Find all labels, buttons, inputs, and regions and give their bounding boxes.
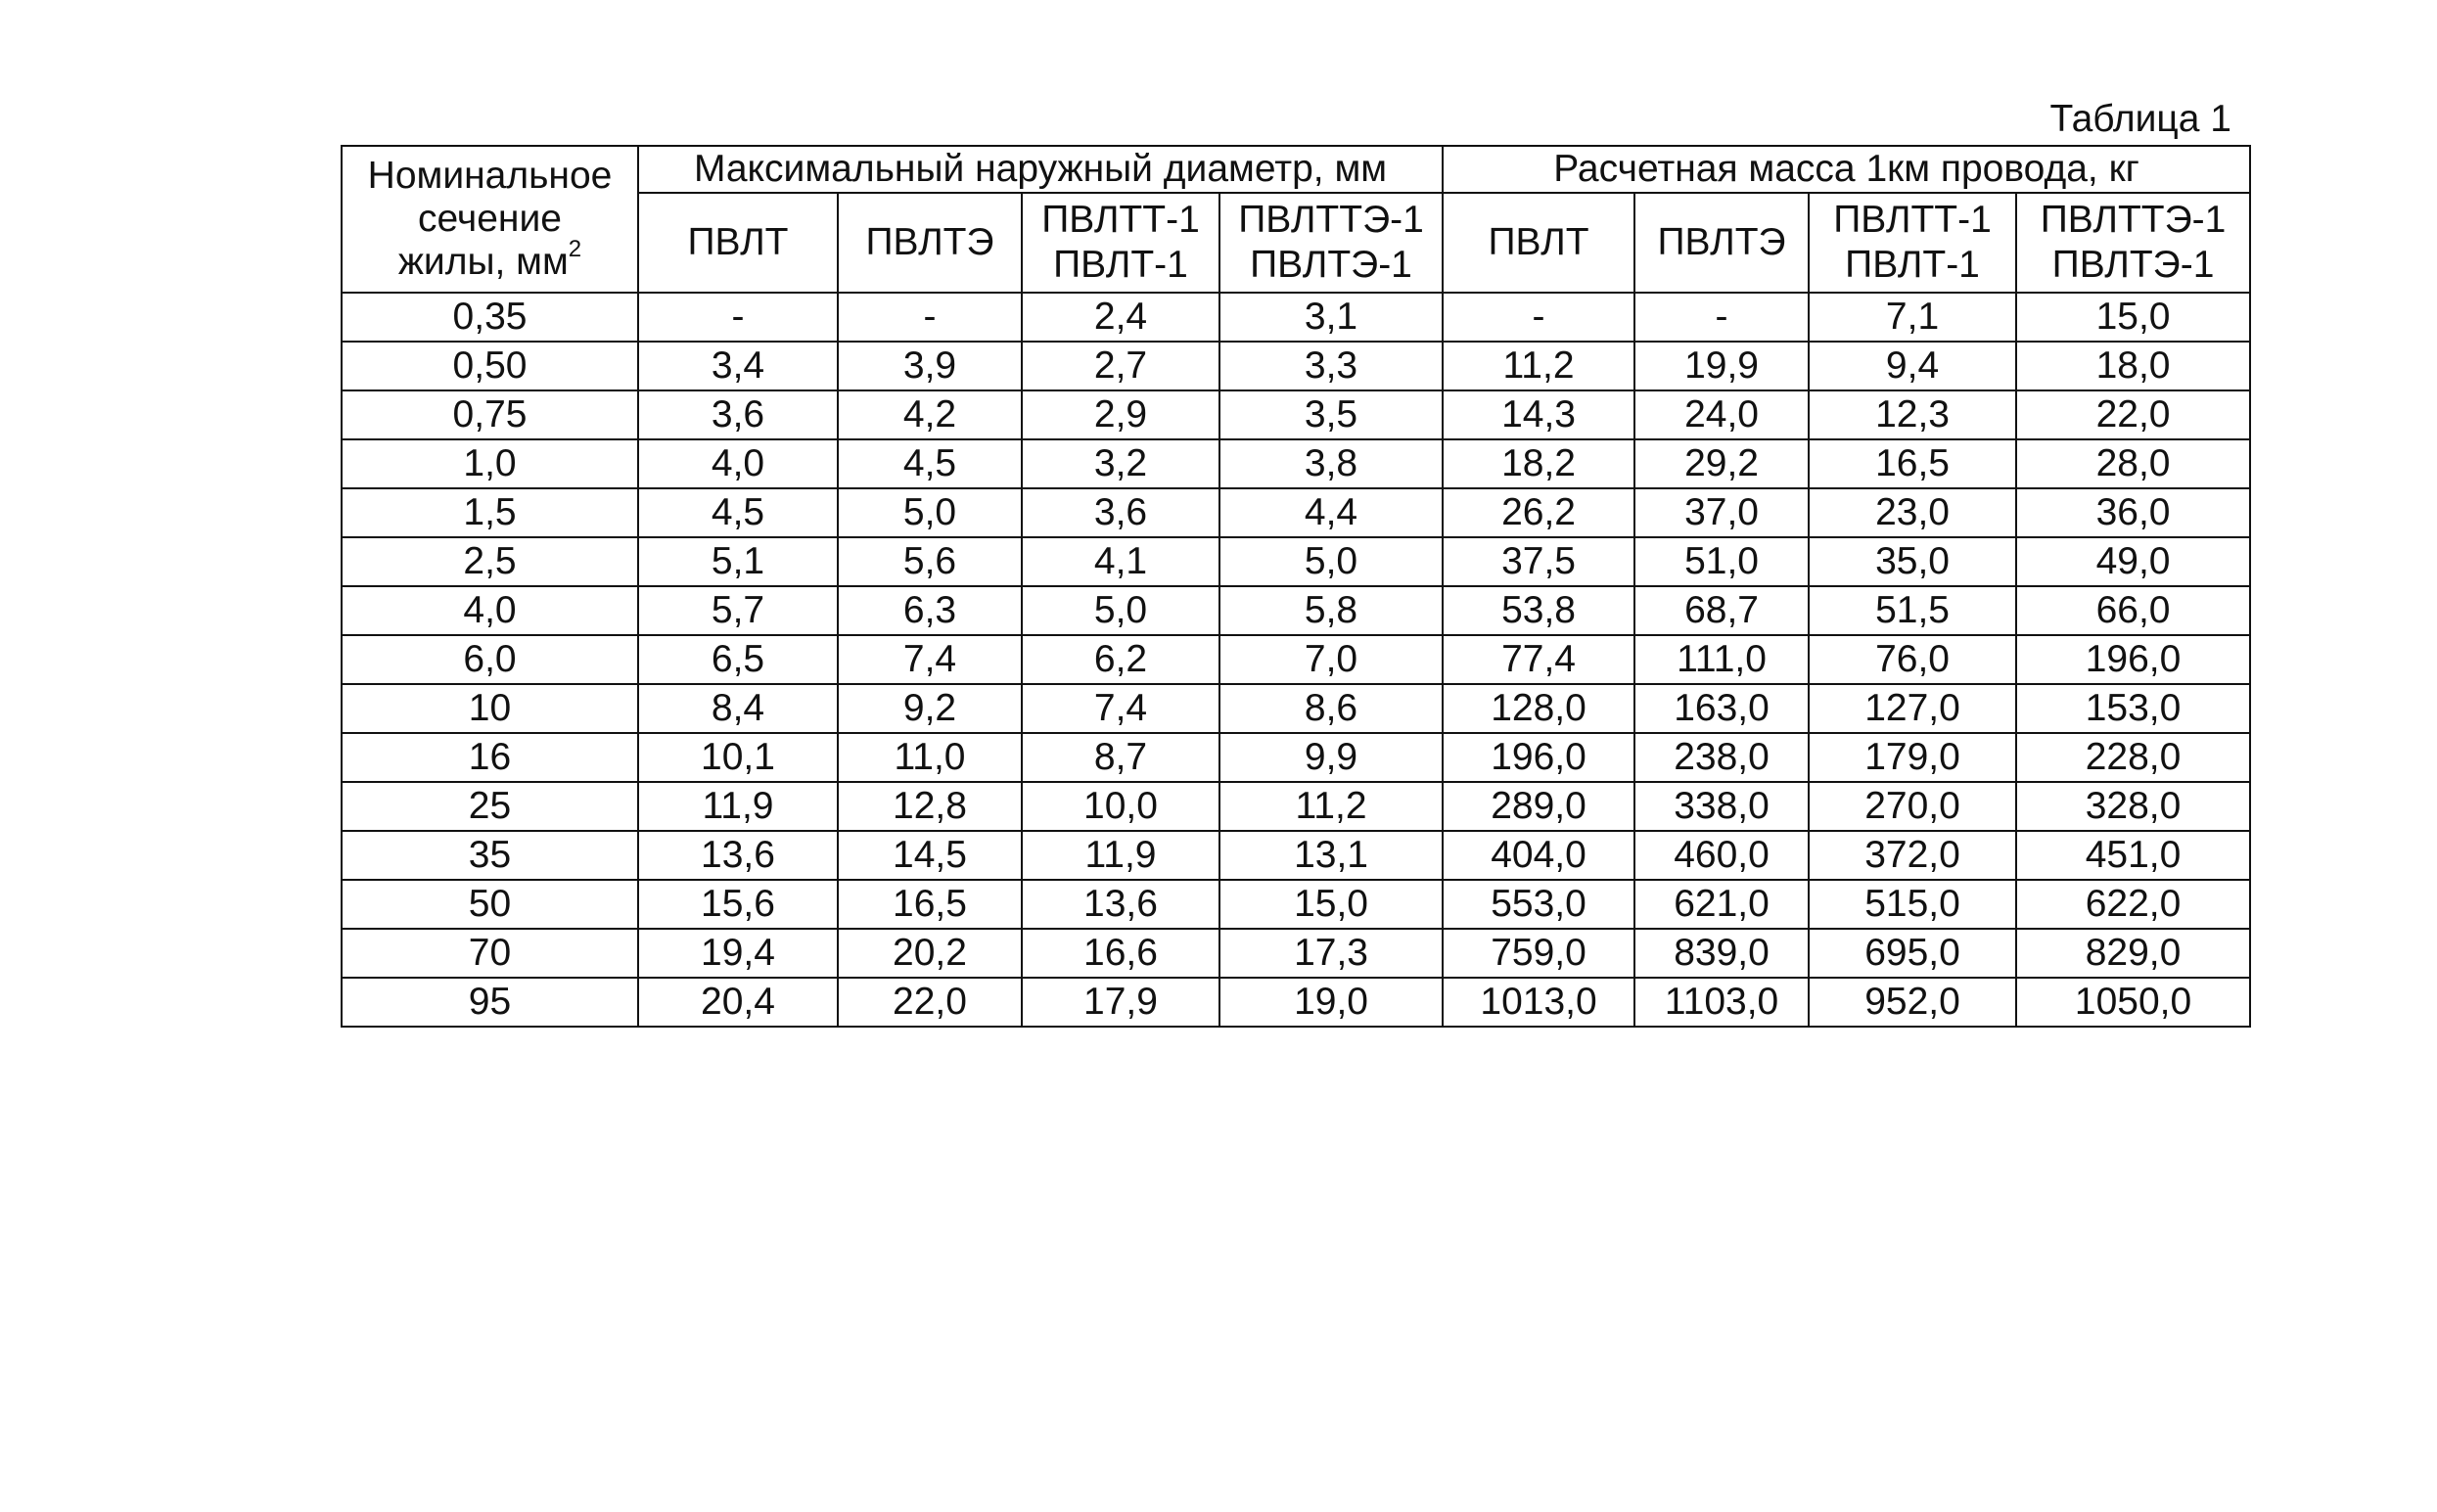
header-cross-section-unit: жилы, мм: [397, 241, 569, 283]
value-cell: 8,4: [638, 684, 838, 733]
table-header: [342, 146, 2250, 293]
value-cell: 4,4: [1219, 488, 1443, 537]
header-subcol-line1: ПВЛТТЭ-1: [1238, 199, 1424, 241]
value-cell: 372,0: [1809, 831, 2016, 880]
table-row: [342, 929, 2250, 978]
value-cell: 4,0: [638, 439, 838, 488]
table-row: [342, 488, 2250, 537]
value-cell: 10,1: [638, 733, 838, 782]
header-subcol-line2: ПВЛТЭ-1: [1250, 244, 1412, 286]
value-cell: 4,1: [1022, 537, 1219, 586]
value-cell: 51,0: [1634, 537, 1809, 586]
value-cell: 18,2: [1443, 439, 1634, 488]
table-row: [342, 733, 2250, 782]
value-cell: 1103,0: [1634, 978, 1809, 1027]
table-row: [342, 293, 2250, 342]
value-cell: 196,0: [1443, 733, 1634, 782]
table-row: [342, 684, 2250, 733]
value-cell: 839,0: [1634, 929, 1809, 978]
header-subcol-line1: ПВЛТ: [1488, 221, 1589, 263]
header-subcol: [2016, 193, 2250, 293]
value-cell: 3,2: [1022, 439, 1219, 488]
value-cell: 3,5: [1219, 390, 1443, 439]
cross-section-cell: 50: [342, 880, 638, 929]
value-cell: 238,0: [1634, 733, 1809, 782]
header-subcol-line1: ПВЛТТЭ-1: [2040, 199, 2227, 241]
value-cell: 228,0: [2016, 733, 2250, 782]
value-cell: 18,0: [2016, 342, 2250, 390]
value-cell: -: [838, 293, 1022, 342]
value-cell: 7,1: [1809, 293, 2016, 342]
cross-section-cell: 2,5: [342, 537, 638, 586]
value-cell: 37,0: [1634, 488, 1809, 537]
header-subcol-line1: ПВЛТ: [687, 221, 789, 263]
value-cell: 4,2: [838, 390, 1022, 439]
value-cell: 759,0: [1443, 929, 1634, 978]
value-cell: 128,0: [1443, 684, 1634, 733]
value-cell: 22,0: [838, 978, 1022, 1027]
value-cell: 15,0: [1219, 880, 1443, 929]
value-cell: -: [638, 293, 838, 342]
value-cell: 2,7: [1022, 342, 1219, 390]
header-cross-section-sup: 2: [568, 236, 582, 262]
header-subcol-line1: ПВЛТТ-1: [1833, 199, 1992, 241]
table-row: [342, 831, 2250, 880]
value-cell: 11,9: [638, 782, 838, 831]
cross-section-cell: 4,0: [342, 586, 638, 635]
cross-section-cell: 70: [342, 929, 638, 978]
value-cell: 28,0: [2016, 439, 2250, 488]
value-cell: 622,0: [2016, 880, 2250, 929]
value-cell: -: [1443, 293, 1634, 342]
value-cell: 23,0: [1809, 488, 2016, 537]
table-row: [342, 390, 2250, 439]
value-cell: 829,0: [2016, 929, 2250, 978]
cross-section-cell: 35: [342, 831, 638, 880]
value-cell: 4,5: [838, 439, 1022, 488]
table-row: [342, 635, 2250, 684]
value-cell: 1050,0: [2016, 978, 2250, 1027]
table-row: [342, 586, 2250, 635]
value-cell: 14,5: [838, 831, 1022, 880]
table-row: [342, 342, 2250, 390]
value-cell: 11,0: [838, 733, 1022, 782]
header-subcol: [838, 193, 1022, 293]
value-cell: 5,8: [1219, 586, 1443, 635]
value-cell: 7,4: [1022, 684, 1219, 733]
value-cell: 111,0: [1634, 635, 1809, 684]
value-cell: 2,9: [1022, 390, 1219, 439]
value-cell: 3,3: [1219, 342, 1443, 390]
header-cross-section-line3: [343, 236, 637, 284]
value-cell: 2,4: [1022, 293, 1219, 342]
cross-section-cell: 0,35: [342, 293, 638, 342]
cross-section-cell: 25: [342, 782, 638, 831]
value-cell: 19,4: [638, 929, 838, 978]
value-cell: 20,2: [838, 929, 1022, 978]
value-cell: 451,0: [2016, 831, 2250, 880]
header-subcol: [638, 193, 838, 293]
value-cell: 515,0: [1809, 880, 2016, 929]
value-cell: 5,1: [638, 537, 838, 586]
value-cell: 7,0: [1219, 635, 1443, 684]
value-cell: 5,0: [1022, 586, 1219, 635]
value-cell: 163,0: [1634, 684, 1809, 733]
header-subcol-line1: ПВЛТТ-1: [1041, 199, 1200, 241]
value-cell: 19,9: [1634, 342, 1809, 390]
value-cell: 270,0: [1809, 782, 2016, 831]
header-cross-section: [342, 146, 638, 293]
cross-section-cell: 10: [342, 684, 638, 733]
cross-section-cell: 95: [342, 978, 638, 1027]
value-cell: 36,0: [2016, 488, 2250, 537]
value-cell: 49,0: [2016, 537, 2250, 586]
value-cell: 460,0: [1634, 831, 1809, 880]
value-cell: 20,4: [638, 978, 838, 1027]
value-cell: 3,6: [1022, 488, 1219, 537]
value-cell: 8,7: [1022, 733, 1219, 782]
header-cross-section-line2: сечение: [418, 198, 562, 240]
value-cell: 12,3: [1809, 390, 2016, 439]
value-cell: 24,0: [1634, 390, 1809, 439]
header-subcol-line2: ПВЛТЭ-1: [2051, 244, 2215, 286]
value-cell: 5,7: [638, 586, 838, 635]
header-subcol-line1: ПВЛТЭ: [865, 221, 994, 263]
value-cell: 13,6: [1022, 880, 1219, 929]
value-cell: 37,5: [1443, 537, 1634, 586]
value-cell: 14,3: [1443, 390, 1634, 439]
value-cell: 9,9: [1219, 733, 1443, 782]
value-cell: 6,3: [838, 586, 1022, 635]
table-row: [342, 537, 2250, 586]
value-cell: 1013,0: [1443, 978, 1634, 1027]
value-cell: 328,0: [2016, 782, 2250, 831]
value-cell: 621,0: [1634, 880, 1809, 929]
cross-section-cell: 1,5: [342, 488, 638, 537]
value-cell: 5,0: [838, 488, 1022, 537]
cross-section-cell: 16: [342, 733, 638, 782]
cross-section-cell: 0,75: [342, 390, 638, 439]
value-cell: 68,7: [1634, 586, 1809, 635]
value-cell: 12,8: [838, 782, 1022, 831]
value-cell: 6,2: [1022, 635, 1219, 684]
header-subcol: [1219, 193, 1443, 293]
value-cell: 127,0: [1809, 684, 2016, 733]
value-cell: 16,6: [1022, 929, 1219, 978]
header-subcol-line2: ПВЛТ-1: [1053, 244, 1188, 286]
value-cell: 53,8: [1443, 586, 1634, 635]
value-cell: 8,6: [1219, 684, 1443, 733]
value-cell: 7,4: [838, 635, 1022, 684]
value-cell: 15,6: [638, 880, 838, 929]
header-subcol: [1443, 193, 1634, 293]
value-cell: 196,0: [2016, 635, 2250, 684]
value-cell: 338,0: [1634, 782, 1809, 831]
value-cell: 9,4: [1809, 342, 2016, 390]
value-cell: 22,0: [2016, 390, 2250, 439]
table-row: [342, 439, 2250, 488]
cross-section-cell: 0,50: [342, 342, 638, 390]
header-subcol-line1: ПВЛТЭ: [1657, 221, 1786, 263]
table-row: [342, 978, 2250, 1027]
table-body: [342, 293, 2250, 1027]
value-cell: 51,5: [1809, 586, 2016, 635]
header-group-diameter: Максимальный наружный диаметр, мм: [638, 146, 1443, 193]
value-cell: 695,0: [1809, 929, 2016, 978]
value-cell: 3,6: [638, 390, 838, 439]
table-row: [342, 880, 2250, 929]
value-cell: 19,0: [1219, 978, 1443, 1027]
value-cell: 10,0: [1022, 782, 1219, 831]
value-cell: 6,5: [638, 635, 838, 684]
value-cell: 3,9: [838, 342, 1022, 390]
value-cell: 15,0: [2016, 293, 2250, 342]
cross-section-cell: 1,0: [342, 439, 638, 488]
value-cell: 5,6: [838, 537, 1022, 586]
header-cross-section-line1: Номинальное: [367, 155, 613, 197]
data-table: [341, 145, 2251, 1028]
value-cell: 179,0: [1809, 733, 2016, 782]
value-cell: 9,2: [838, 684, 1022, 733]
value-cell: 13,1: [1219, 831, 1443, 880]
value-cell: 26,2: [1443, 488, 1634, 537]
cross-section-cell: 6,0: [342, 635, 638, 684]
value-cell: 66,0: [2016, 586, 2250, 635]
header-row-groups: [342, 146, 2250, 193]
table-row: [342, 782, 2250, 831]
value-cell: 77,4: [1443, 635, 1634, 684]
value-cell: 404,0: [1443, 831, 1634, 880]
header-subcol-line2: ПВЛТ-1: [1845, 244, 1980, 286]
value-cell: 16,5: [838, 880, 1022, 929]
value-cell: -: [1634, 293, 1809, 342]
value-cell: 3,4: [638, 342, 838, 390]
value-cell: 3,8: [1219, 439, 1443, 488]
value-cell: 35,0: [1809, 537, 2016, 586]
value-cell: 17,3: [1219, 929, 1443, 978]
header-subcol: [1634, 193, 1809, 293]
header-subcol: [1809, 193, 2016, 293]
value-cell: 16,5: [1809, 439, 2016, 488]
value-cell: 4,5: [638, 488, 838, 537]
value-cell: 289,0: [1443, 782, 1634, 831]
value-cell: 153,0: [2016, 684, 2250, 733]
value-cell: 29,2: [1634, 439, 1809, 488]
header-group-mass: Расчетная масса 1км провода, кг: [1443, 146, 2250, 193]
value-cell: 17,9: [1022, 978, 1219, 1027]
value-cell: 553,0: [1443, 880, 1634, 929]
value-cell: 11,9: [1022, 831, 1219, 880]
value-cell: 5,0: [1219, 537, 1443, 586]
header-subcol: [1022, 193, 1219, 293]
value-cell: 11,2: [1443, 342, 1634, 390]
value-cell: 76,0: [1809, 635, 2016, 684]
value-cell: 11,2: [1219, 782, 1443, 831]
value-cell: 3,1: [1219, 293, 1443, 342]
value-cell: 952,0: [1809, 978, 2016, 1027]
value-cell: 13,6: [638, 831, 838, 880]
table-caption: Таблица 1: [2049, 98, 2231, 140]
